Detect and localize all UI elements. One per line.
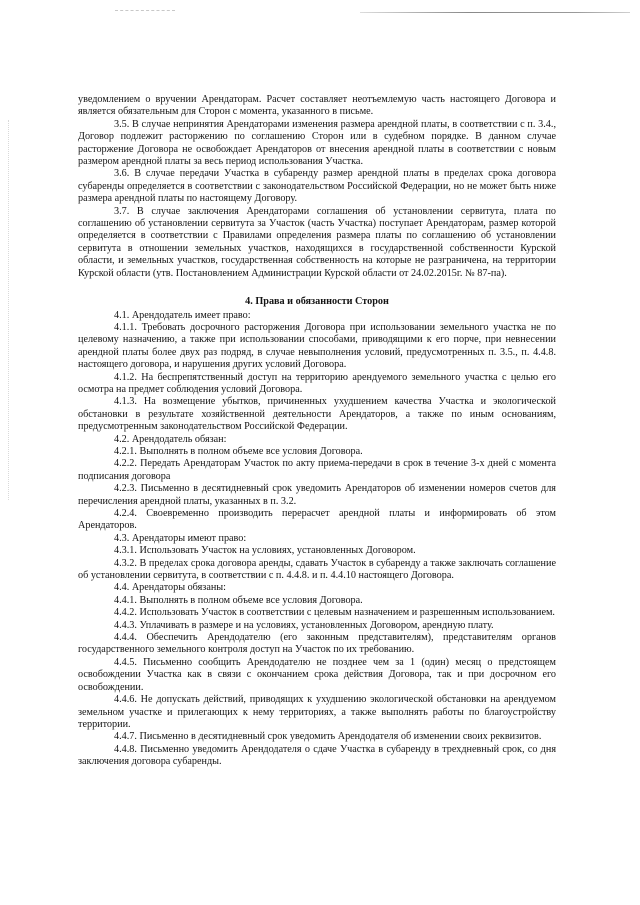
clause-4-4-6: 4.4.6. Не допускать действий, приводящих к ухудшению экологической обстановки на арендуемом земельном участке и прилегающих к нему территориях, а также выполнять работы по благоустройству территории. [78, 694, 556, 730]
clause-4-2-1: 4.2.1. Выполнять в полном объеме все условия Договора. [114, 445, 363, 457]
clause-4-4-4: 4.4.4. Обеспечить Арендодателю (его законным представителям), представителям органов государственного земельного контроля доступ на Участок по их требованию. [78, 632, 556, 656]
clause-4-2-4: 4.2.4. Своевременно производить перерасчет арендной платы и информировать об этом Арендаторов. [78, 508, 556, 532]
section-4-title: 4. Права и обязанности Сторон [245, 296, 389, 308]
clause-4-3-1: 4.3.1. Использовать Участок на условиях, установленных Договором. [114, 545, 416, 557]
clause-4-4-3: 4.4.3. Уплачивать в размере и на условиях, установленных Договором, арендную плату. [114, 619, 494, 631]
clause-4-4-5: 4.4.5. Письменно сообщить Арендодателю не позднее чем за 1 (один) месяц о предстоящем освобождении Участка как в связи с окончанием срока действия Договора, так и при досрочном его освобождении. [78, 656, 556, 693]
clause-4-2-3: 4.2.3. Письменно в десятидневный срок уведомить Арендаторов об изменении номеров счетов для перечисления арендной платы, указанных в п. 3.2. [78, 483, 556, 507]
clause-4-4-8: 4.4.8. Письменно уведомить Арендодателя о сдаче Участка в субаренду в трехдневный срок, со дня заключения договора субаренды. [78, 743, 556, 768]
clause-3-5: 3.5. В случае непринятия Арендаторами изменения размера арендной платы, в соответствии с п. 3.4., Договор подлежит расторжению по соглашению Сторон или в судебном порядке. В данном случае расторжение Договора не освобождает Арендаторов от внесения арендной платы в соответствии с новым размером арендной платы за весь период использования Участка. [78, 118, 556, 168]
clause-4-1-1: 4.1.1. Требовать досрочного расторжения Договора при использовании земельного участка не по целевому назначению, а также при использовании способами, приводящими к его порче, при невнесении арендной платы более двух раз подряд, в случае невыполнения условий, предусмотренных п. 3.5., п. 4.4.8. настоящего договора, и нарушения других условий Договора. [78, 321, 556, 371]
clause-4-4-7: 4.4.7. Письменно в десятидневный срок уведомить Арендодателя об изменении своих реквизитов. [114, 731, 542, 743]
clause-4-2: 4.2. Арендодатель обязан: [114, 433, 227, 445]
clause-4-1: 4.1. Арендодатель имеет право: [114, 309, 251, 321]
paragraph-continuation: уведомлением о вручении Арендаторам. Расчет составляет неотъемлемую часть настоящего Договора и является обязательным для Сторон с момента, указанного в письме. [78, 94, 556, 118]
clause-3-7: 3.7. В случае заключения Арендаторами соглашения об установлении сервитута, плата по соглашению об установлении сервитута за Участок (часть Участка) поступает Арендаторам, размер которой определяется в соответствии с Правилами определения размера платы по соглашению об установлении сервитута в отношении земельных участков, находящихся в государственной собственности Курской области, и земельных участков, государственная собственность на которые не разграничена, на территории Курской области (утв. Постановлением Администрации Курской области от 24.02.2015г. № 87-па). [78, 205, 556, 279]
clause-4-4-2: 4.4.2. Использовать Участок в соответствии с целевым назначением и разрешенным использованием. [114, 607, 555, 619]
clause-4-2-2: 4.2.2. Передать Арендаторам Участок по акту приема-передачи в срок в течение 3-х дней с момента подписания договора [78, 458, 556, 482]
clause-4-3: 4.3. Арендаторы имеют право: [114, 532, 247, 544]
clause-4-4: 4.4. Арендаторы обязаны: [114, 582, 226, 594]
clause-4-1-2: 4.1.2. На беспрепятственный доступ на территорию арендуемого земельного участка с целью его осмотра на предмет соблюдения условий Договора. [78, 371, 556, 395]
document-page [78, 94, 556, 769]
clause-4-4-1: 4.4.1. Выполнять в полном объеме все условия Договора. [114, 594, 363, 606]
scan-artifact-top-left [115, 10, 175, 12]
clause-4-3-2: 4.3.2. В пределах срока договора аренды, сдавать Участок в субаренду а также заключать соглашение об установлении сервитута, в соответствии с п. 4.4.8. и п. 4.4.10 настоящего Договора. [78, 557, 556, 582]
scan-artifact-top-rule [360, 12, 630, 13]
scan-artifact-edge [8, 120, 10, 500]
clause-3-6: 3.6. В случае передачи Участка в субаренду размер арендной платы в пределах срока договора субаренды определяется в соответствии с законодательством Российской Федерации, но не может быть ниже размера арендной платы по настоящему Договору. [78, 168, 556, 205]
clause-4-1-3: 4.1.3. На возмещение убытков, причиненных ухудшением качества Участка и экологической обстановки в результате хозяйственной деятельности Арендаторов, а также по иным основаниям, предусмотренным законодательством Российской Федерации. [78, 396, 556, 433]
